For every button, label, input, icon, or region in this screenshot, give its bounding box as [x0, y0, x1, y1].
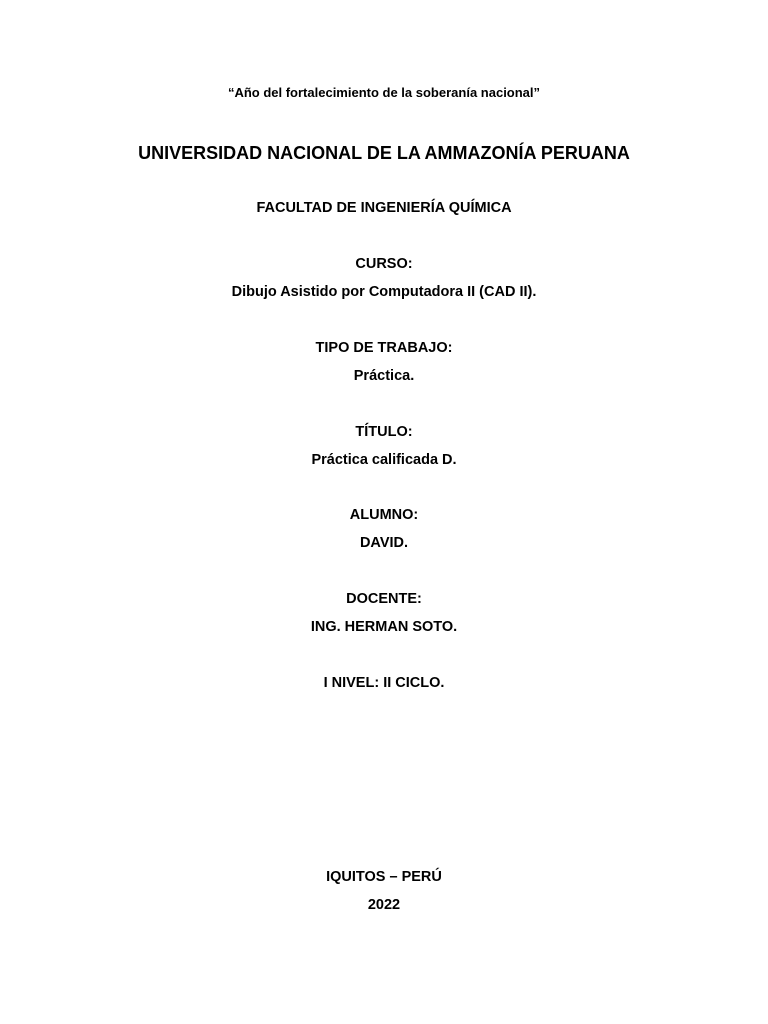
teacher-value: ING. HERMAN SOTO.: [310, 619, 458, 635]
city-line: IQUITOS – PERÚ: [326, 869, 442, 885]
teacher-label: DOCENTE:: [346, 591, 422, 607]
title-label: TÍTULO:: [355, 424, 413, 440]
university-name: UNIVERSIDAD NACIONAL DE LA AMMAZONÍA PERUANA: [138, 143, 630, 163]
course-value: Dibujo Asistido por Computadora II (CAD II).: [231, 284, 537, 300]
course-label: CURSO:: [355, 256, 413, 272]
year-line: 2022: [367, 897, 401, 913]
work-type-label: TIPO DE TRABAJO:: [315, 340, 453, 356]
title-value: Práctica calificada D.: [311, 452, 457, 468]
motto-line: “Año del fortalecimiento de la soberanía nacional”: [227, 85, 541, 100]
student-value: DAVID.: [359, 535, 409, 551]
level-line: I NIVEL: II CICLO.: [323, 675, 445, 691]
faculty-name: FACULTAD DE INGENIERÍA QUÍMICA: [256, 200, 512, 216]
student-label: ALUMNO:: [349, 507, 419, 523]
work-type-value: Práctica.: [353, 368, 415, 384]
